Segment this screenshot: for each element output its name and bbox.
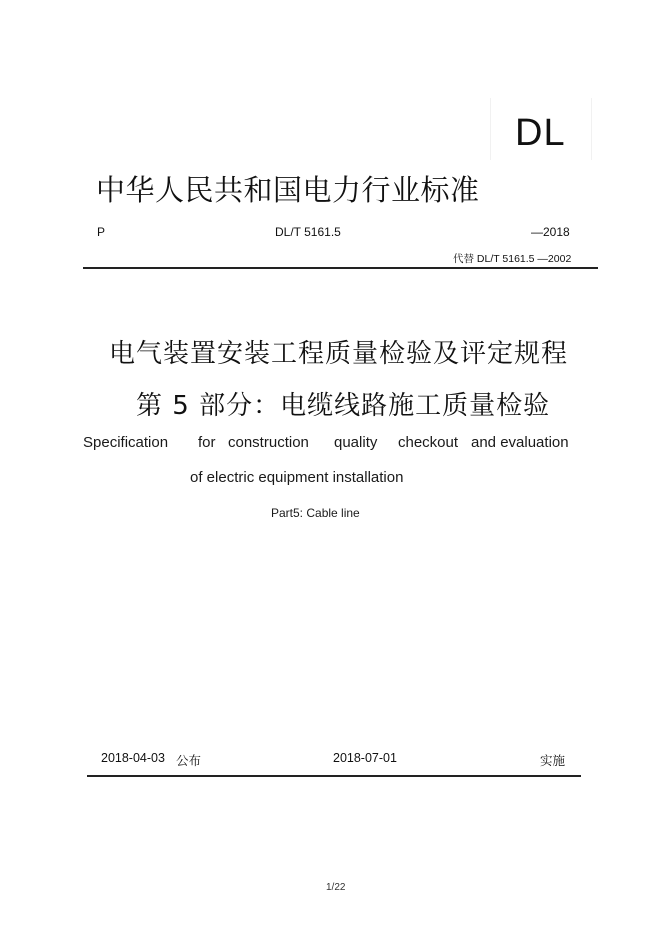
title-en-word: construction [228,434,309,451]
title-en-part: Part5: Cable line [271,506,360,520]
page-number: 1/22 [326,882,346,893]
title-en-word: Specification [83,434,169,451]
standard-code: DL [515,112,566,154]
title-en-word: and evaluation [471,434,569,451]
standard-number: DL/T 5161.5 [275,225,341,239]
standard-category-title: 中华人民共和国电力行业标准 [96,173,480,207]
replaces-standard: 代替 DL/T 5161.5 —2002 [453,253,572,265]
standard-year: —2018 [531,225,570,239]
title-en-line2: of electric equipment installation [190,469,404,486]
title-cn-line2: 第 5 部分：电缆线路施工质量检验 [136,391,551,421]
implement-label: 实施 [540,754,566,768]
footer-divider [87,775,581,777]
implement-date: 2018-07-01 [333,751,397,765]
publish-label: 公布 [176,754,202,768]
classification-code: P [97,225,106,239]
publish-date: 2018-04-03 [101,751,165,765]
title-en-word: checkout [398,434,459,451]
title-en-word: for [198,434,216,451]
header-divider [83,267,598,269]
title-cn-line1: 电气装置安装工程质量检验及评定规程 [109,339,569,369]
title-en-word: quality [334,434,378,451]
